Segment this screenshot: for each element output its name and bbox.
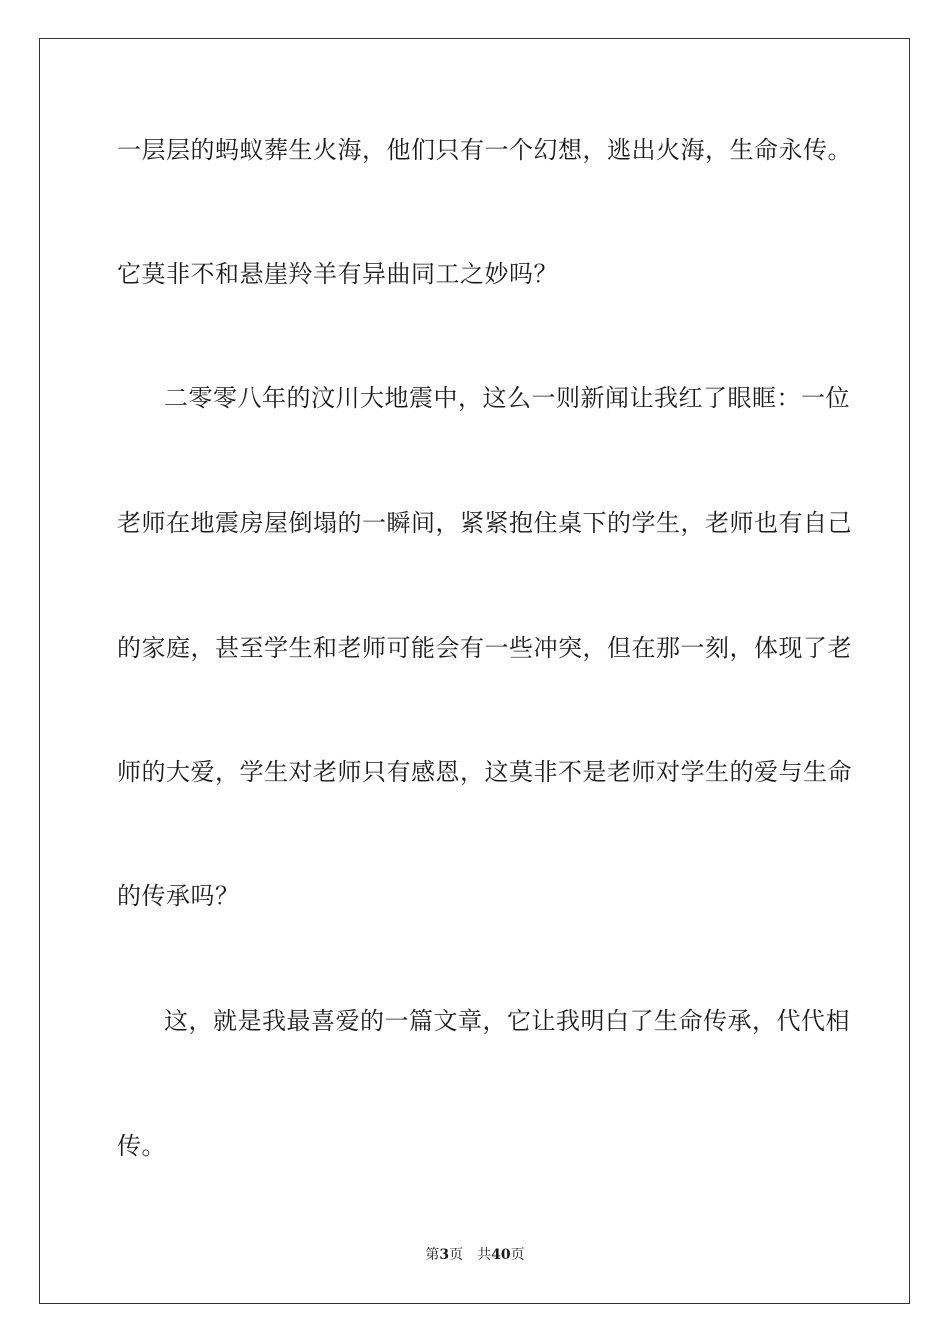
paragraph-line: 的传承吗？ [117,882,240,910]
paragraph-line: 传。 [117,1132,166,1160]
paragraph-line: 二零零八年的汶川大地震中，这么一则新闻让我红了眼眶：一位 [164,384,850,412]
page-footer [0,1246,950,1264]
paragraph-line: 一层层的蚂蚁葬生火海，他们只有一个幻想，逃出火海，生命永传。 [117,136,852,164]
page-prefix: 第 [425,1247,440,1263]
paragraph-line: 老师在地震房屋倒塌的一瞬间，紧紧抱住桌下的学生，老师也有自己 [117,509,852,537]
paragraph-line: 这，就是我最喜爱的一篇文章，它让我明白了生命传承，代代相 [164,1007,850,1035]
paragraph-line: 的家庭，甚至学生和老师可能会有一些冲突，但在那一刻，体现了老 [117,634,852,662]
total-suffix: 页 [510,1247,525,1263]
total-pages: 40 [491,1247,511,1263]
page-number: 3 [439,1247,450,1263]
page-border [39,38,910,1304]
paragraph-line: 师的大爱，学生对老师只有感恩，这莫非不是老师对学生的爱与生命 [117,758,852,786]
paragraph-line: 它莫非不和悬崖羚羊有异曲同工之妙吗？ [117,260,558,288]
page-suffix: 页 [449,1247,464,1263]
total-prefix: 共 [477,1247,492,1263]
